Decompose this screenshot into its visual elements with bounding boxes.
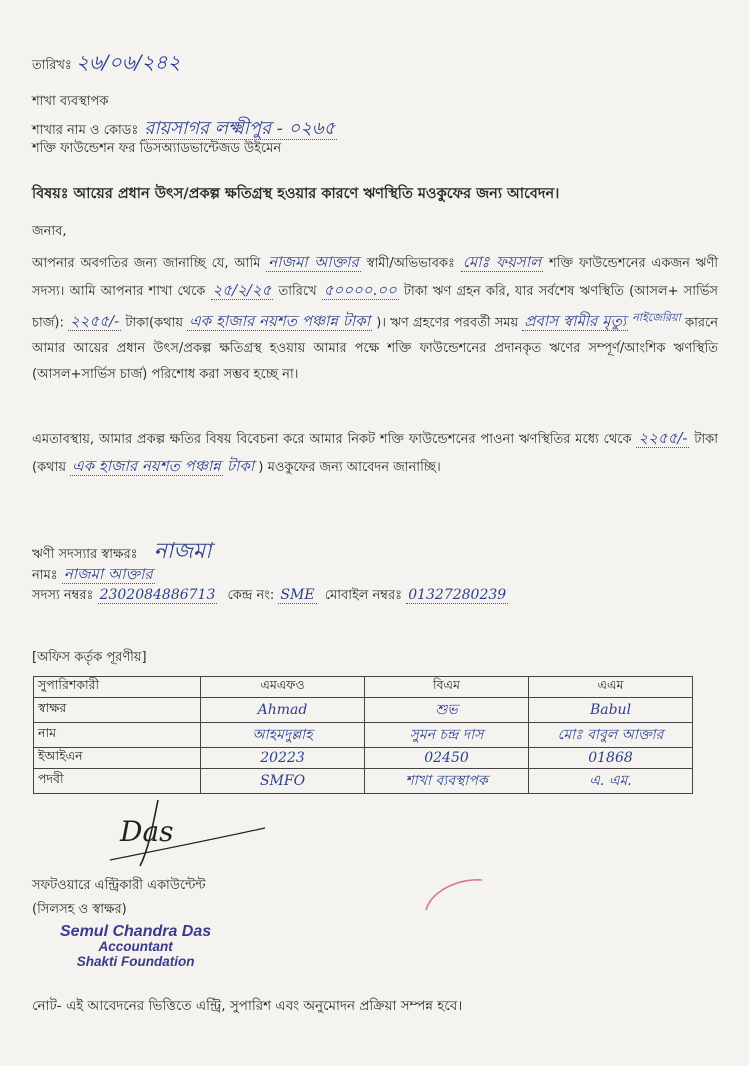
cell-mfo: SMFO — [201, 769, 365, 794]
mobile-value: 01327280239 — [408, 587, 507, 603]
branch-label: শাখার নাম ও কোডঃ — [32, 123, 139, 138]
mobile-label: মোবাইল নম্বরঃ — [324, 588, 403, 603]
cell-am: মোঃ বাবুল আক্তার — [529, 723, 693, 748]
balance-handwritten: ২২৫৫/- — [70, 312, 120, 331]
loan-amount-handwritten: ৫০০০০.০০ — [323, 281, 397, 299]
red-mark-icon — [420, 870, 500, 920]
cell-bm: শুভ — [365, 698, 529, 723]
cell-mfo: 20223 — [201, 748, 365, 769]
waive-amount-handwritten: ২২৫৫/- — [638, 429, 688, 447]
manager-line: শাখা ব্যবস্থাপক — [32, 94, 109, 109]
footer-note: নোট- এই আবেদনের ভিত্তিতে এন্ট্রি, সুপারিশ এবং অনুমোদন প্রক্রিয়া সম্পন্ন হবে। — [32, 998, 463, 1014]
col-am: এএম — [529, 677, 693, 698]
center-label: কেন্দ্র নং: — [227, 588, 275, 603]
stamp-name: Semul Chandra Das — [60, 923, 212, 940]
reason-handwritten: প্রবাস স্বামীর মৃত্যু — [524, 312, 627, 331]
waive-words-2-handwritten: টাকা — [226, 457, 255, 475]
body1-text-2: স্বামী/অভিভাবকঃ — [366, 256, 455, 271]
member-signature-label: ঋণী সদস্যার স্বাক্ষরঃ — [32, 547, 138, 562]
body1-text-8: কারনে আমার আয়ের প্রধান উৎস/প্রকল্প ক্ষতিগ্রস্থ হওয়ায় আমার পক্ষে শক্তি ফাউন্ডেশনের প্রদানকৃত ঋণের সম্পূর্ণ/আংশিক ঋণস্থিতি (আসল+সার্ভিস চার্জ) পরিশোধ করা সম্ভব হচ্ছে না। — [32, 315, 718, 383]
loan-date-handwritten: ২৫/২/২৫ — [212, 281, 272, 299]
body1-text-4: তারিখে — [278, 284, 317, 299]
center-value: SME — [280, 587, 315, 603]
table-row — [34, 723, 693, 748]
cell-am: 01868 — [529, 748, 693, 769]
body1-text-3: শক্তি ফাউন্ডেশনের একজন ঋণী সদস্য। আমি আপনার শাখা থেকে — [32, 256, 719, 299]
date-line — [32, 48, 181, 81]
table-header-row — [34, 677, 693, 698]
member-name-value: নাজমা আক্তার — [63, 565, 153, 583]
body2-text-1: এমতাবস্থায়, আমার প্রকল্প ক্ষতির বিষয় বিবেচনা করে আমার নিকট শক্তি ফাউন্ডেশনের পাওনা ঋণস্থিতির মধ্যে থেকে — [32, 432, 632, 447]
salutation: জনাব, — [32, 224, 67, 239]
office-table — [33, 676, 693, 794]
balance-words-handwritten: এক হাজার নয়শত পঞ্চান্ন টাকা — [189, 312, 371, 331]
member-signature: নাজমা — [153, 539, 212, 564]
member-name-label: নামঃ — [32, 568, 58, 583]
accountant-stamp — [60, 924, 211, 969]
col-recommender: সুপারিশকারী — [34, 677, 201, 698]
branch-value: রায়সাগর লক্ষ্মীপুর - ০২৬৫ — [144, 118, 336, 139]
reason-note-handwritten: নাইজেরিয়া — [632, 311, 681, 324]
waive-words-handwritten: এক হাজার নয়শত পঞ্চান্ন — [72, 457, 221, 475]
body1-text-1: আপনার অবগতির জন্য জানাচ্ছি যে, আমি — [32, 256, 261, 271]
body1-text-5: টাকা ঋণ গ্রহন করি, যার সর্বশেষ ঋণস্থিতি (আসল+ সার্ভিস চার্জ): — [32, 284, 718, 331]
member-name-handwritten: নাজমা আক্তার — [268, 253, 359, 271]
body2-text-3: ) মওকুফের জন্য আবেদন জানাচ্ছি। — [258, 460, 441, 475]
member-number-line — [32, 586, 508, 607]
member-number-label: সদস্য নম্বরঃ — [32, 588, 94, 603]
row-label: নাম — [34, 723, 201, 748]
table-row — [34, 748, 693, 769]
guardian-name-handwritten: মোঃ ফয়সাল — [462, 253, 542, 271]
body1-text-7: )। ঋণ গ্রহণের পরবর্তী সময় — [376, 315, 519, 331]
subject-line: বিষয়ঃ আয়ের প্রধান উৎস/প্রকল্প ক্ষতিগ্রস্থ হওয়ার কারণে ঋণস্থিতি মওকুফের জন্য আবেদন। — [32, 186, 560, 202]
signature-stroke-icon — [40, 780, 270, 870]
cell-mfo: Ahmad — [201, 698, 365, 723]
cell-mfo: আহমদুল্লাহ — [201, 723, 365, 748]
table-row — [34, 698, 693, 723]
cell-am: Babul — [529, 698, 693, 723]
body-paragraph-2 — [32, 425, 718, 481]
row-label: পদবী — [34, 769, 201, 794]
cell-bm: 02450 — [365, 748, 529, 769]
accountant-signature: Das — [120, 815, 174, 848]
body1-text-6: টাকা(কথায় — [125, 315, 184, 331]
member-name-line — [32, 563, 155, 588]
body-paragraph-1 — [32, 249, 718, 388]
accountant-seal-note: (সিলসহ ও স্বাক্ষর) — [32, 902, 127, 917]
stamp-role: Accountant — [98, 939, 173, 954]
row-label: ইআইএন — [34, 748, 201, 769]
accountant-title: সফটওয়ারে এন্ট্রিকারী একাউন্টেন্ট — [32, 878, 206, 893]
member-number-value: 2302084886713 — [99, 587, 216, 603]
office-heading: [অফিস কর্তৃক পূরণীয়] — [32, 650, 147, 665]
body2-text-2: টাকা (কথায় — [32, 432, 719, 475]
col-mfo: এমএফও — [201, 677, 365, 698]
date-label: তারিখঃ — [32, 58, 72, 73]
cell-bm: শাখা ব্যবস্থাপক — [365, 769, 529, 794]
org-line: শক্তি ফাউন্ডেশন ফর ডিসঅ্যাডভান্টেজড উইমেন — [32, 141, 282, 156]
col-bm: বিএম — [365, 677, 529, 698]
cell-am: এ. এম. — [529, 769, 693, 794]
date-value: ২৬/০৬/২৪২ — [76, 50, 181, 74]
stamp-org: Shakti Foundation — [76, 954, 195, 969]
row-label: স্বাক্ষর — [34, 698, 201, 723]
cell-bm: সুমন চন্দ্র দাস — [365, 723, 529, 748]
